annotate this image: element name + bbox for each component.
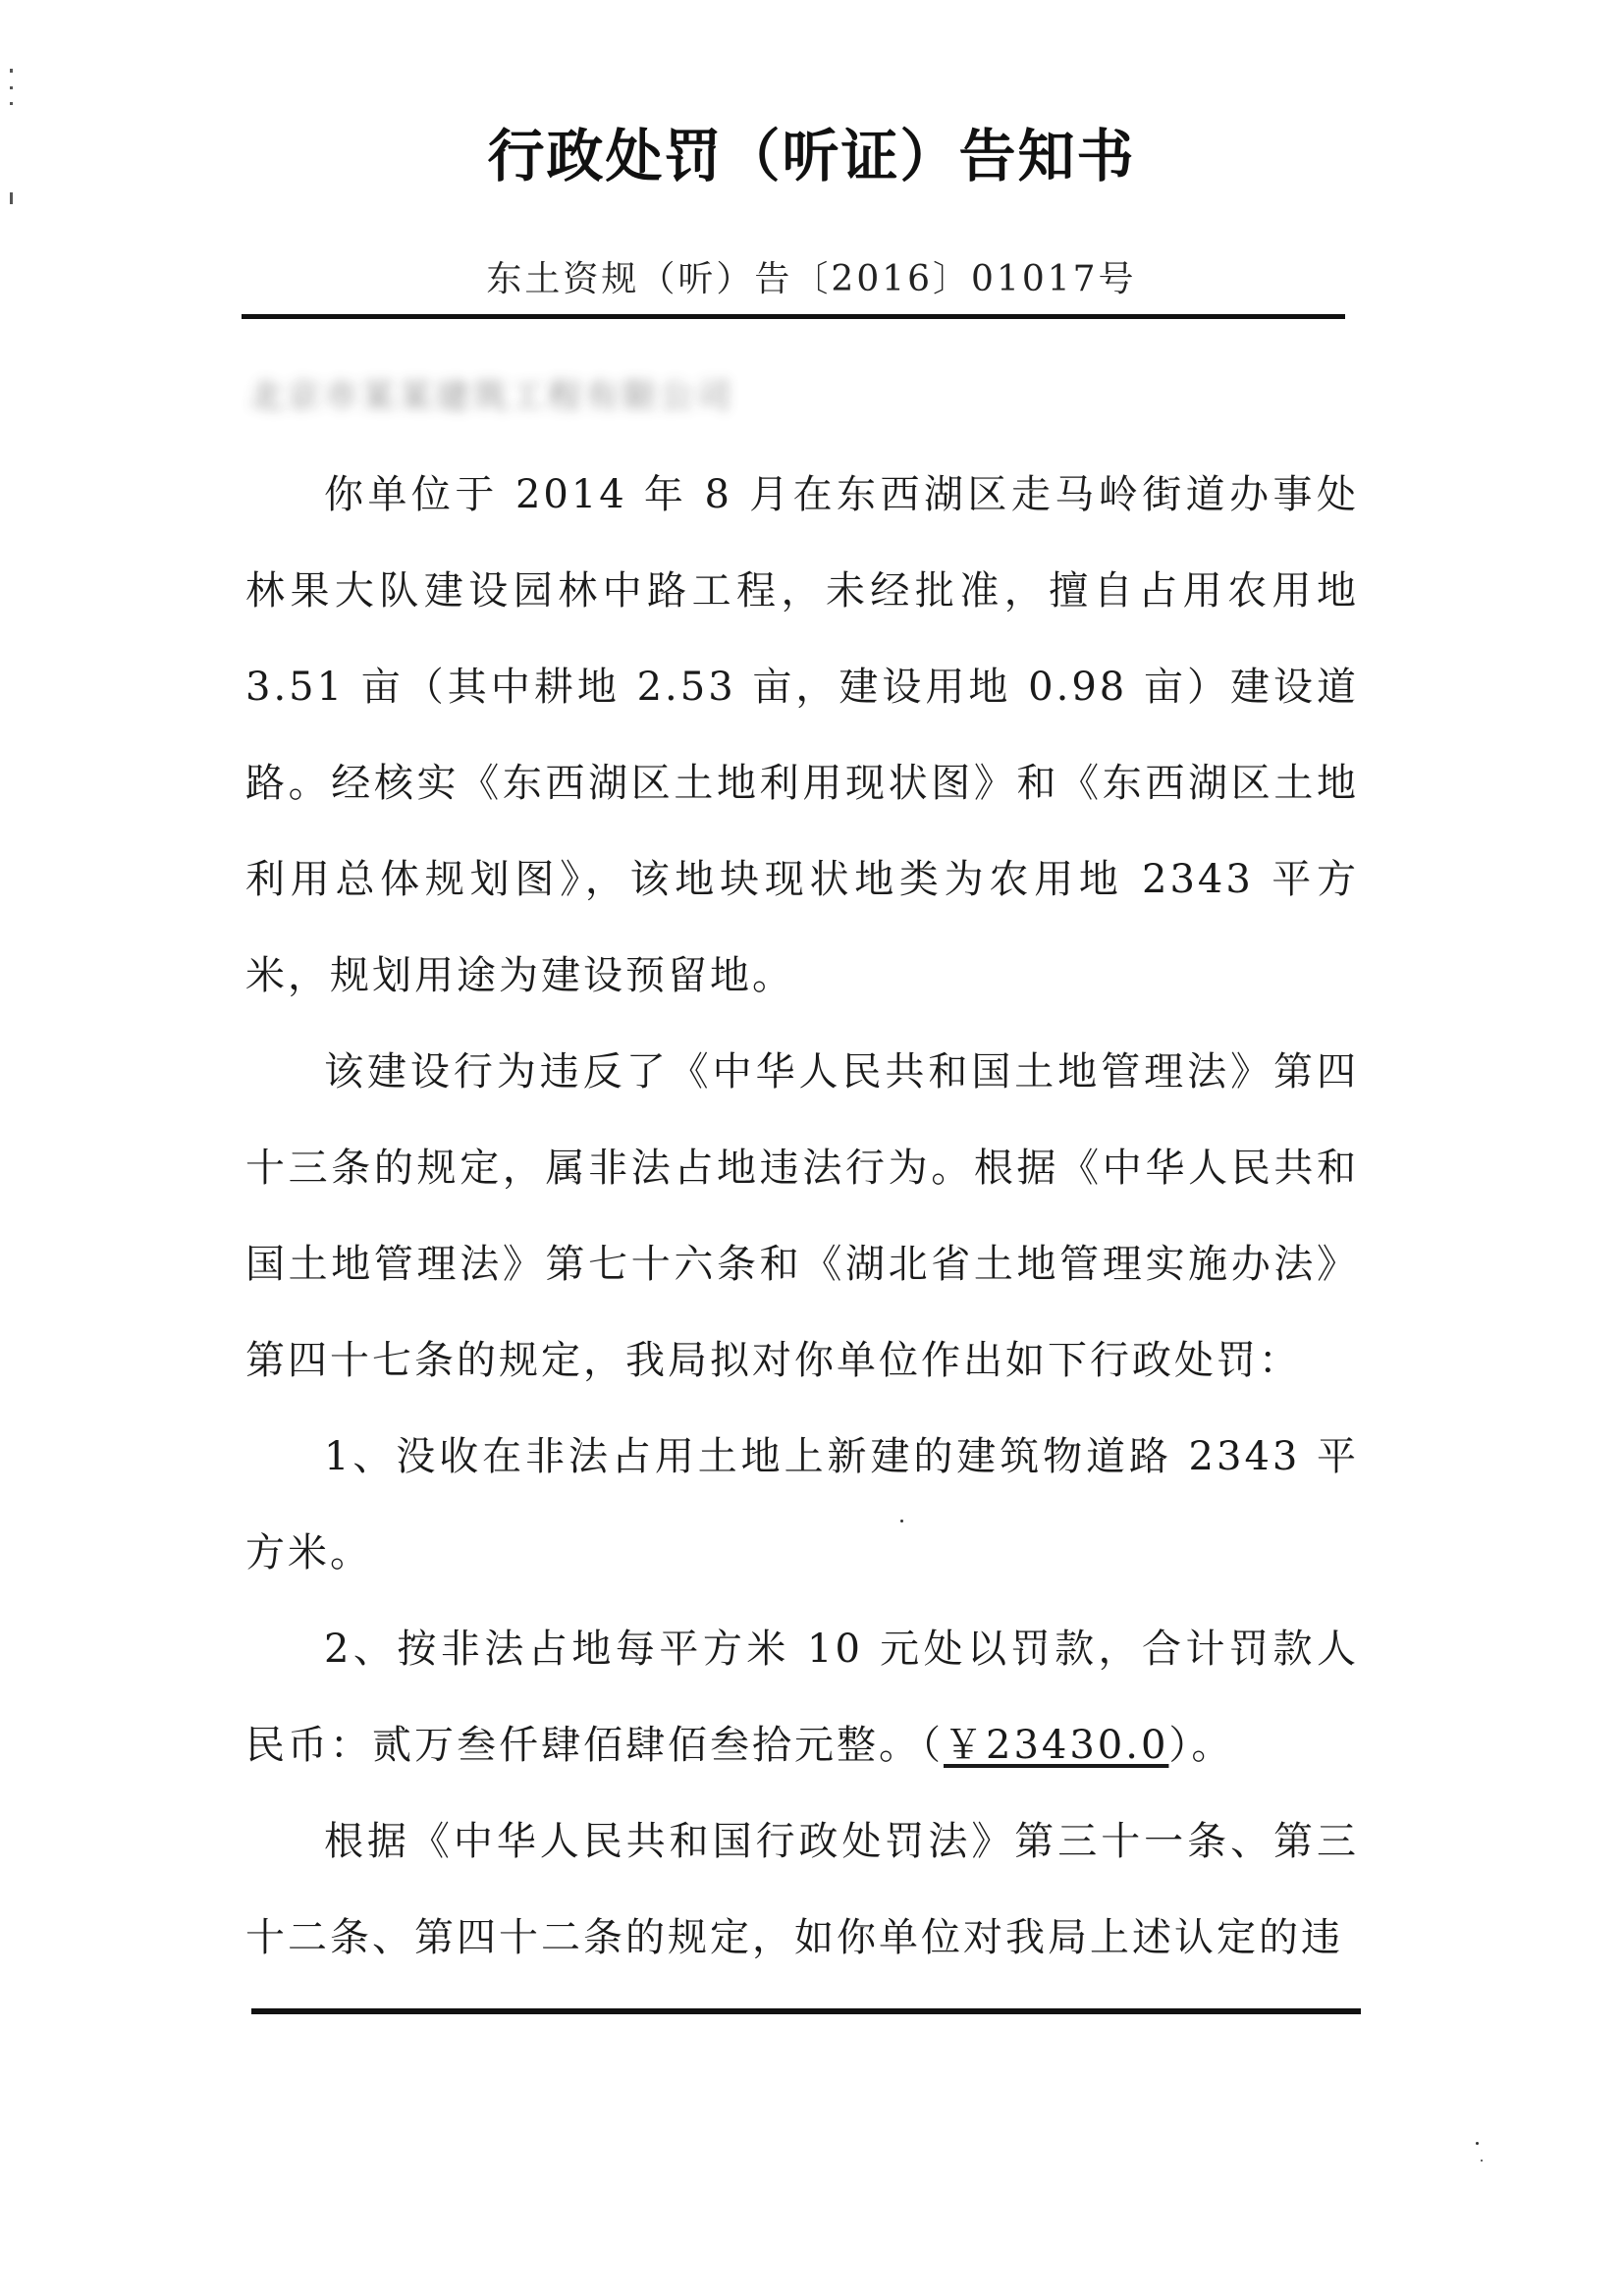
- footer-divider: [251, 2008, 1361, 2014]
- paragraph-violation: 该建设行为违反了《中华人民共和国土地管理法》第四十三条的规定，属非法占地违法行为。根据《中华人民共和国土地管理法》第七十六条和《湖北省土地管理实施办法》第四十七条的规定，我局拟对你单位作出如下行政处罚：: [245, 1049, 1359, 1383]
- paragraph-facts: 你单位于 2014 年 8 月在东西湖区走马岭街道办事处林果大队建设园林中路工程，未经批准，擅自占用农用地 3.51 亩（其中耕地 2.53 亩，建设用地 0.98 亩）建设道路。经核实《东西湖区土地利用现状图》和《东西湖区土地利用总体规划图》，该地块现状地类为农用地 2343 平方米，规划用途为建设预留地。: [245, 472, 1359, 998]
- scan-artifact: [10, 102, 13, 105]
- scan-artifact: [10, 192, 13, 204]
- penalty-2-close: ）。: [1168, 1723, 1234, 1768]
- paragraph-legal-basis: 根据《中华人民共和国行政处罚法》第三十一条、第三十二条、第四十二条的规定，如你单位对我局上述认定的违: [245, 1819, 1359, 1960]
- recipient-redacted: 北京市某某建筑工程有限公司: [249, 377, 734, 416]
- notice-body: [245, 447, 1359, 1986]
- scan-artifact: [1481, 2160, 1483, 2162]
- document-number: 东土资规（听）告〔2016〕01017号: [486, 259, 1137, 299]
- fine-amount: ￥23430.0: [944, 1723, 1169, 1768]
- document-title: 行政处罚（听证）告知书: [487, 123, 1136, 189]
- scan-artifact: [1476, 2142, 1479, 2145]
- scan-artifact: [10, 69, 13, 73]
- scan-artifact: [900, 1520, 903, 1522]
- paragraph-penalty-1: 1、没收在非法占用土地上新建的建筑物道路 2343 平方米。: [245, 1434, 1359, 1575]
- header-divider: [242, 314, 1345, 319]
- penalty-2-text: 2、按非法占地每平方米 10 元处以罚款，合计罚款人民币：贰万叁仟肆佰肆佰叁拾元整。（: [245, 1627, 1359, 1768]
- scan-artifact: [10, 86, 13, 89]
- paragraph-penalty-2: [245, 1601, 1359, 1793]
